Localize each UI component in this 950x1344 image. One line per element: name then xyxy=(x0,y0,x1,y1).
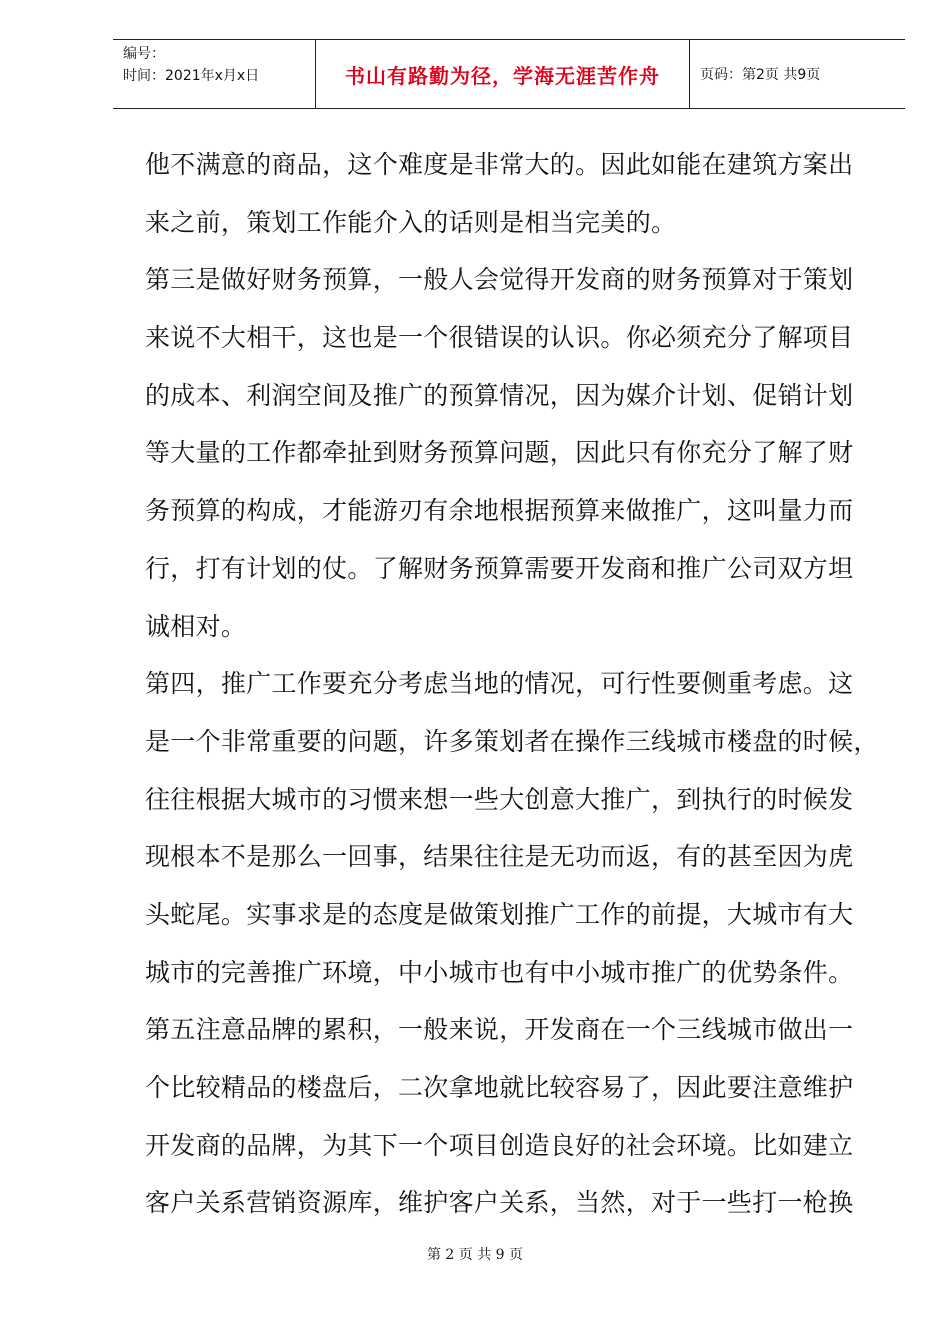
body-line: 来之前，策划工作能介入的话则是相当完美的。 xyxy=(145,207,677,237)
body-line: 的成本、利润空间及推广的预算情况，因为媒介计划、促销计划 xyxy=(145,380,854,410)
page-header xyxy=(113,39,905,109)
header-left-cell xyxy=(113,40,316,108)
body-line: 来说不大相干，这也是一个很错误的认识。你必须充分了解项目 xyxy=(145,323,854,353)
body-line: 是一个非常重要的问题，许多策划者在操作三线城市楼盘的时候， xyxy=(145,726,879,756)
body-line: 开发商的品牌，为其下一个项目创造良好的社会环境。比如建立 xyxy=(145,1130,854,1160)
body-line: 行，打有计划的仗。了解财务预算需要开发商和推广公司双方坦 xyxy=(145,553,854,583)
document-number-label: 编号： xyxy=(123,46,165,62)
body-line: 第五注意品牌的累积，一般来说，开发商在一个三线城市做出一 xyxy=(145,1015,854,1045)
document-time-label: 时间：2021年x月x日 xyxy=(123,68,260,84)
body-line: 往往根据大城市的习惯来想一些大创意大推广，到执行的时候发 xyxy=(145,784,854,814)
header-motto: 书山有路勤为径，学海无涯苦作舟 xyxy=(316,40,690,108)
body-line: 客户关系营销资源库，维护客户关系，当然，对于一些打一枪换 xyxy=(145,1188,854,1218)
body-line: 个比较精品的楼盘后，二次拿地就比较容易了，因此要注意维护 xyxy=(145,1073,854,1102)
body-line: 第三是做好财务预算，一般人会觉得开发商的财务预算对于策划 xyxy=(145,265,854,295)
body-line: 务预算的构成，才能游刃有余地根据预算来做推广，这叫量力而 xyxy=(145,496,854,526)
body-line: 他不满意的商品，这个难度是非常大的。因此如能在建筑方案出 xyxy=(145,150,854,179)
body-line: 现根本不是那么一回事，结果往往是无功而返，有的甚至因为虎 xyxy=(145,842,854,872)
body-line: 等大量的工作都牵扯到财务预算问题，因此只有你充分了解了财 xyxy=(145,438,854,468)
body-line: 诚相对。 xyxy=(145,611,247,641)
header-page-number: 页码：第2页 共9页 xyxy=(700,67,821,83)
document-body xyxy=(145,136,879,1232)
body-line: 第四，推广工作要充分考虑当地的情况，可行性要侧重考虑。这 xyxy=(145,669,854,699)
page-footer: 第 2 页 共 9 页 xyxy=(426,1247,524,1263)
body-line: 城市的完善推广环境，中小城市也有中小城市推广的优势条件。 xyxy=(145,957,854,987)
body-line: 头蛇尾。实事求是的态度是做策划推广工作的前提，大城市有大 xyxy=(145,899,854,929)
